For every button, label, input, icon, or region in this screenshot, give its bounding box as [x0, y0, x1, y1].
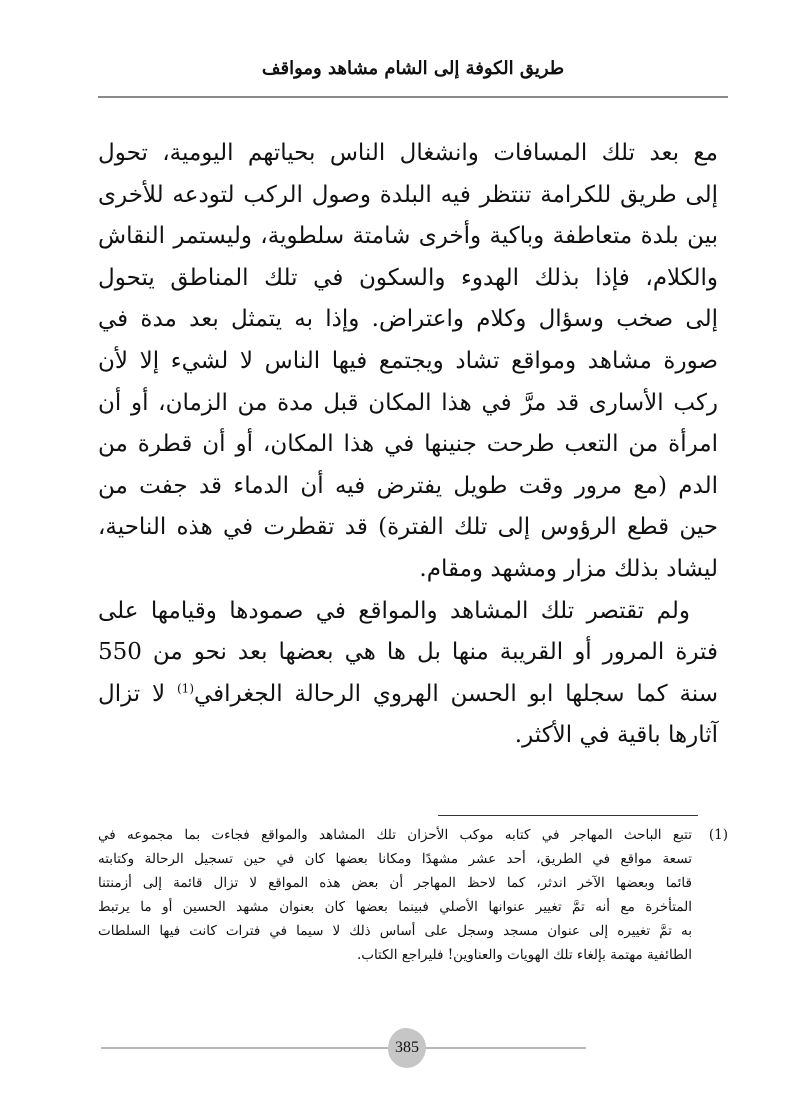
page-number-badge: 385 [388, 1028, 426, 1068]
footnote-number: (1) [708, 827, 728, 843]
body-line: صورة مشاهد ومواقع تشاد ويجتمع فيها الناس لا لشيء إلا لأن [98, 347, 718, 374]
footnote-line: الطائفية مهتمة بإلغاء تلك الهويات والعناوين! فليراجع الكتاب. [356, 947, 692, 963]
body-line: الدم (مع مرور وقت طويل يفترض فيه أن الدماء قد جفت من [98, 472, 718, 499]
body-line: امرأة من التعب طرحت جنينها في هذا المكان، أو أن قطرة من [98, 431, 718, 458]
footnote-body [98, 823, 692, 967]
footnote-line: المتأخرة مع أنه تمَّ تغيير عنوانها الأصلي فبينما بعضها كان بعنوان مشهد الحسين أو ما يرتبط [98, 899, 692, 915]
body-line: حين قطع الرؤوس إلى تلك الفترة) قد تقطرت في هذه الناحية، [98, 514, 718, 541]
header-divider [98, 96, 728, 98]
body-line: والكلام، فإذا بذلك الهدوء والسكون في تلك المناطق يتحول [98, 264, 718, 291]
body-line: إلى صخب وسؤال وكلام واعتراض. وإذا به يتمثل بعد مدة في [98, 306, 718, 333]
footnote-line: تسعة مواقع في الطريق، أحد عشر مشهدًا ومكانا بعضها كان في حين تسجيل الرحالة وكتابته [98, 851, 692, 867]
footer-divider [101, 1047, 586, 1049]
body-line: مع بعد تلك المسافات وانشغال الناس بحياتهم اليومية، تحول [98, 140, 718, 166]
body-line: فترة المرور أو القريبة منها بل ها هي بعضها بعد نحو من 550 [98, 639, 718, 666]
body-line: ليشاد بذلك مزار ومشهد ومقام. [419, 555, 718, 582]
footnote-divider [438, 815, 698, 816]
body-line: بين بلدة متعاطفة وباكية وأخرى شامتة سلطوية، وليستمر النقاش [98, 223, 718, 250]
footnote [98, 823, 728, 967]
running-header-title: طريق الكوفة إلى الشام مشاهد ومواقف [261, 58, 565, 79]
body-line: ركب الأسارى قد مرَّ في هذا المكان قبل مدة من الزمان، أو أن [98, 389, 718, 416]
footnote-reference[interactable]: (1) [176, 681, 194, 696]
body-line-text: لا تزال [98, 680, 177, 707]
body-line: إلى طريق للكرامة تنتظر فيه البلدة وصول الركب لتودعه للأخرى [98, 181, 718, 208]
footnote-line: تتبع الباحث المهاجر في كتابه موكب الأحزان تلك المشاهد والمواقع فجاءت بما مجموعه في [98, 827, 692, 843]
body-line: آثارها باقية في الأكثر. [514, 722, 718, 749]
main-body-text [98, 133, 718, 757]
body-line [98, 674, 718, 716]
body-line-text: سنة كما سجلها ابو الحسن الهروي الرحالة الجغرافي [194, 680, 718, 707]
body-line: ولم تقتصر تلك المشاهد والمواقع في صمودها وقيامها على [98, 597, 690, 624]
footnote-line: به تمَّ تغييره إلى عنوان مسجد وسجل على أساس ذلك لا سيما في فترات كانت فيها السلطات [98, 923, 692, 939]
footnote-line: قائما وبعضها الآخر اندثر، كما لاحظ المهاجر أن بعض هذه المواقع لا تزال قائمة إلى أزمنتنا [98, 875, 692, 891]
